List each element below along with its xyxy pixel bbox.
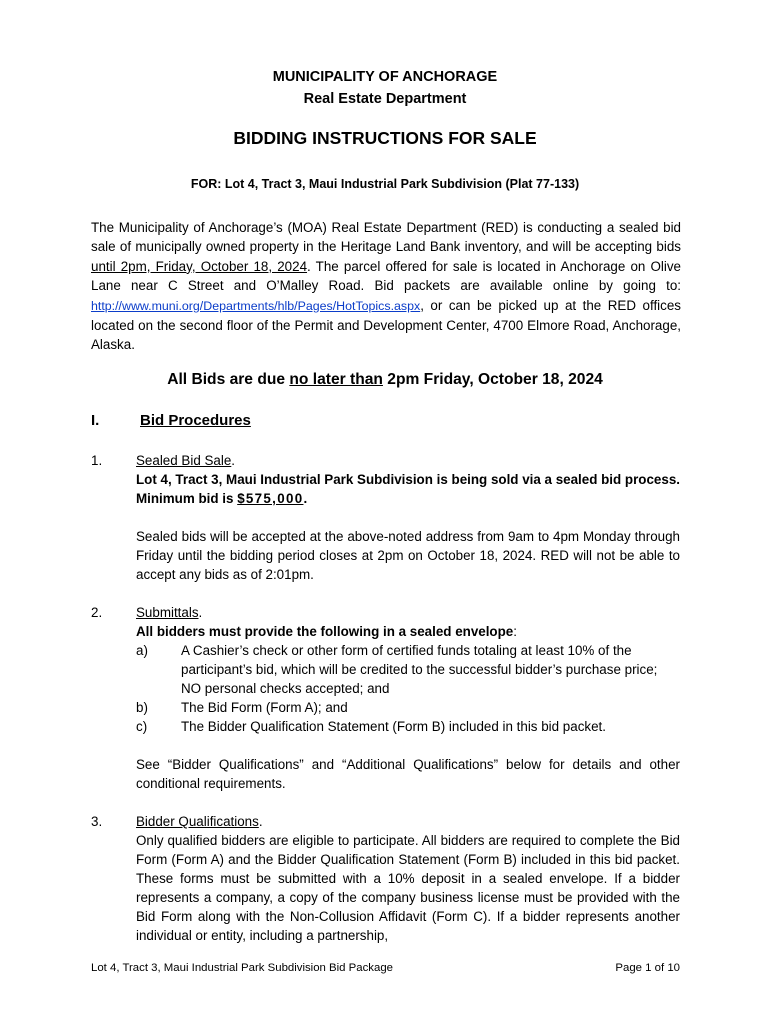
item-1-number: 1. <box>91 453 103 468</box>
for-line: FOR: Lot 4, Tract 3, Maui Industrial Park Subdivision (Plat 77-133) <box>190 177 580 191</box>
sub-item-c-text: The Bidder Qualification Statement (Form B) included in this bid packet. <box>181 719 606 734</box>
item-1-paragraph: Sealed bids will be accepted at the above-noted address from 9am to 4pm Monday through Friday until the bidding period closes at 2pm on October 18, 2024. RED will not be able to accept any bids as of 2:01pm. <box>136 529 680 582</box>
item-1-bold-end: . <box>303 491 308 506</box>
bid-packet-link[interactable]: http://www.muni.org/Departments/hlb/Pages/HotTopics.aspx <box>91 298 421 313</box>
department-name: Real Estate Department <box>303 91 467 107</box>
item-3-heading-dot: . <box>258 814 263 829</box>
bids-due-notice <box>0 369 770 391</box>
item-2-heading-text: Submittals <box>136 605 199 620</box>
item-2-colon: : <box>513 624 517 639</box>
intro-text-2: . The parcel offered for sale is located in Anchorage on Olive Lane near C Street and O’Malley Road. Bid packets are available online by going to: <box>91 258 681 294</box>
due-suffix: 2pm Friday, October 18, 2024 <box>382 371 603 388</box>
item-2-number: 2. <box>91 605 103 620</box>
item-1-bold-main: Lot 4, Tract 3, Maui Industrial Park Subdivision is being sold via a sealed bid process. Minimum bid is <box>136 472 680 506</box>
minimum-bid: $575,000 <box>237 491 304 506</box>
sub-item-b-text: The Bid Form (Form A); and <box>181 700 348 715</box>
intro-deadline: until 2pm, Friday, October 18, 2024 <box>91 258 308 274</box>
item-2-paragraph: See “Bidder Qualifications” and “Additional Qualifications” below for details and other conditional requirements. <box>136 757 680 791</box>
item-3-paragraph: Only qualified bidders are eligible to participate. All bidders are required to complete the Bid Form (Form A) and the Bidder Qualification Statement (Form B) included in this bid packet. These forms must be submitted with a 10% deposit in a sealed envelope. If a bidder represents a company, a copy of the company business license must be provided with the Bid Form along with the Non-Collusion Affidavit (Form C). If a bidder represents another individual or entity, including a partnership, <box>136 833 680 943</box>
org-name: MUNICIPALITY OF ANCHORAGE <box>272 69 498 85</box>
sub-item-c-label: c) <box>136 719 148 734</box>
item-3-number: 3. <box>91 814 103 829</box>
item-2-bold-main: All bidders must provide the following in a sealed envelope <box>136 624 514 639</box>
sub-item-b-label: b) <box>136 700 148 715</box>
item-1-bold-text <box>136 470 680 508</box>
intro-text-1: The Municipality of Anchorage’s (MOA) Real Estate Department (RED) is conducting a sealed bid sale of municipally owned property in the Heritage Land Bank inventory, and will be accepting bids <box>91 220 681 255</box>
document-title: BIDDING INSTRUCTIONS FOR SALE <box>233 128 537 148</box>
intro-paragraph <box>91 218 681 355</box>
item-1-heading-dot: . <box>231 453 236 468</box>
page-number: Page 1 of 10 <box>615 962 680 974</box>
item-2-heading <box>136 603 680 622</box>
footer-title: Lot 4, Tract 3, Maui Industrial Park Subdivision Bid Package <box>91 962 394 974</box>
sub-item-a-label: a) <box>136 643 148 658</box>
item-1-heading-text: Sealed Bid Sale <box>136 453 232 468</box>
item-3-heading-text: Bidder Qualifications <box>136 814 259 829</box>
due-emphasis: no later than <box>289 371 383 388</box>
due-prefix: All Bids are due <box>167 371 290 388</box>
section-number: I. <box>91 412 100 429</box>
item-2-bold-text <box>136 622 680 641</box>
intro-text-3: , or can be picked up at the RED offices located on the second floor of the Permit and Development Center, 4700 Elmore Road, Anchorage, Alaska. <box>91 297 681 353</box>
item-3-heading <box>136 812 680 831</box>
item-1-heading <box>136 451 680 470</box>
sub-item-a-text: A Cashier’s check or other form of certified funds totaling at least 10% of the participant’s bid, which will be credited to the successful bidder’s purchase price; NO personal checks accepted; and <box>181 643 658 696</box>
section-title: Bid Procedures <box>140 412 251 429</box>
item-2-heading-dot: . <box>198 605 203 620</box>
